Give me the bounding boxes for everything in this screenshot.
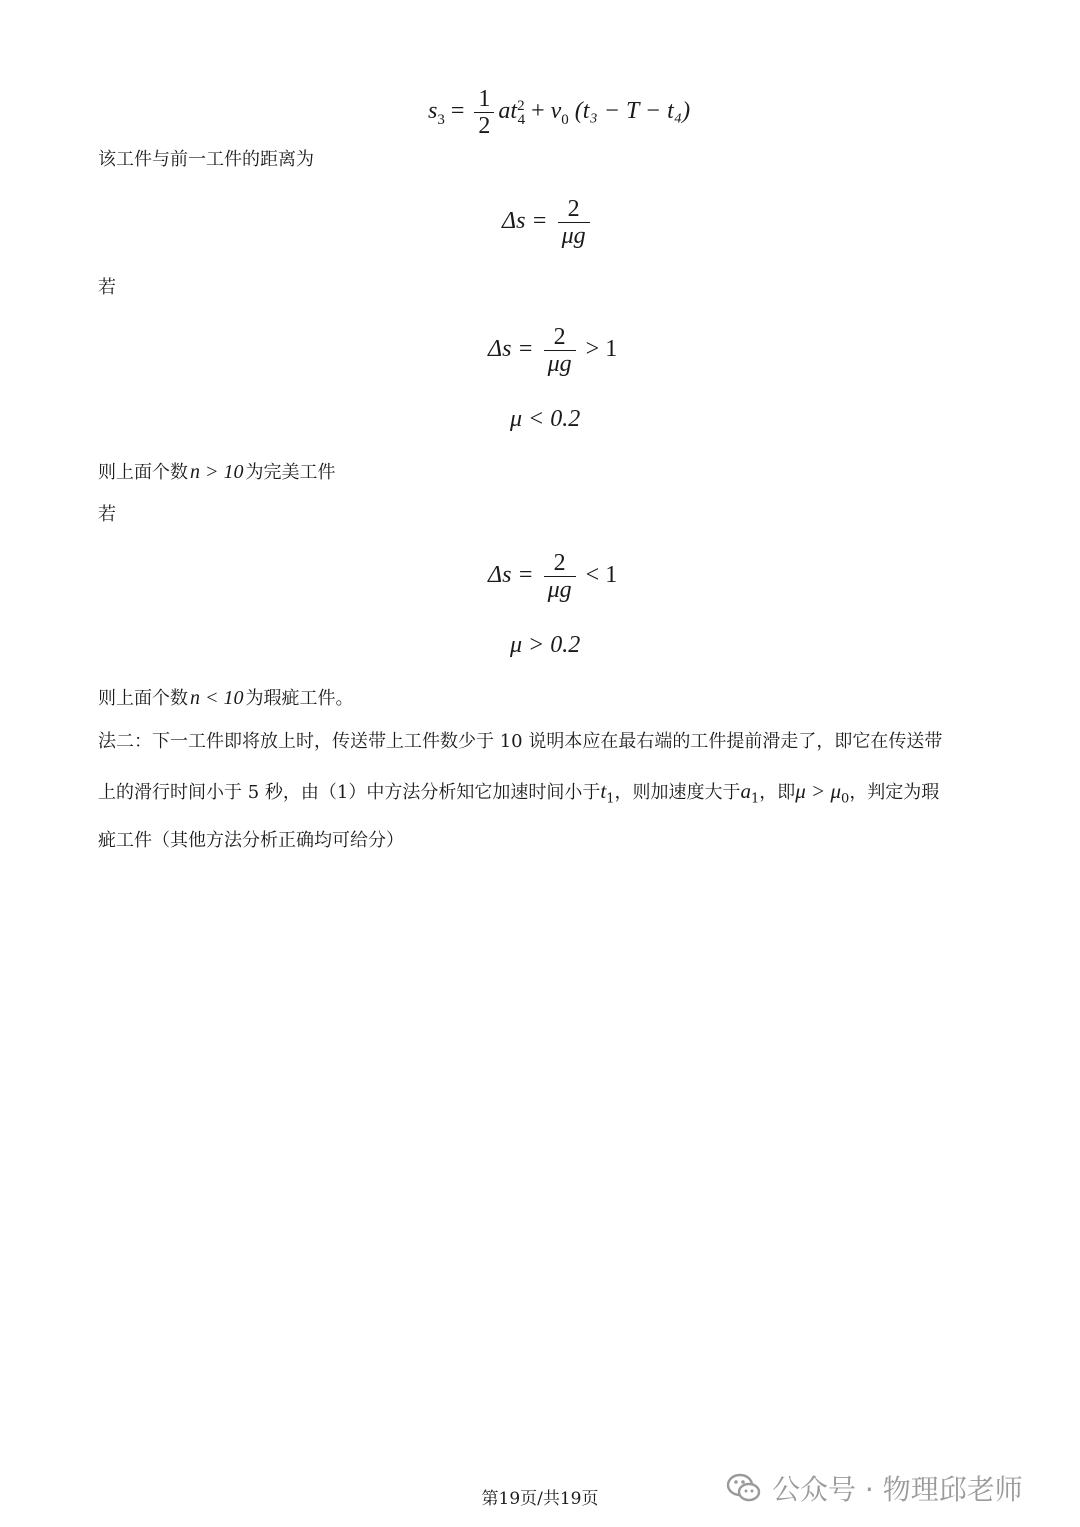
watermark-text: 公众号 · 物理邱老师 [772, 1473, 1023, 1506]
paragraph-method2-line1: 法二：下一工件即将放上时，传送带上工件数少于 10 说明本应在最右端的工件提前滑走了，即它在传送带 [98, 731, 943, 752]
equation-delta-s [502, 196, 594, 249]
eq1-den: 2 [474, 112, 494, 139]
paragraph-flawed [98, 686, 354, 711]
eq1-v-sub: 0 [561, 111, 569, 128]
m2-text-b: ，则加速度大于 [614, 782, 741, 803]
eq1-paren: (t₃ − T − t₄) [574, 98, 691, 125]
page-number: 第19页/共19页 [481, 1489, 599, 1509]
eq3-den: μg [544, 350, 576, 377]
p3-math: n < 10 [190, 687, 244, 709]
m2-t1: t [600, 779, 607, 803]
equation-delta-s-lt [488, 550, 617, 603]
m2-text-a: 上的滑行时间小于 5 秒，由（1）中方法分析知它加速时间小于 [98, 782, 601, 803]
eq5-fraction [544, 550, 576, 603]
eq1-t: t [510, 98, 518, 125]
paragraph-distance: 该工件与前一工件的距离为 [98, 149, 314, 170]
eq1-lhs-sub: 3 [437, 111, 445, 128]
paragraph-ruo-1: 若 [98, 277, 116, 298]
eq5-lhs: Δs = [488, 562, 534, 589]
equation-mu-gt: μ > 0.2 [510, 632, 581, 658]
p2-math: n > 10 [190, 461, 244, 483]
eq2-lhs: Δs = [502, 208, 548, 235]
m2-mu: μ > μ [795, 779, 842, 803]
eq1-num: 1 [478, 86, 491, 112]
eq5-num: 2 [553, 550, 566, 576]
m2-mu-sub: 0 [841, 791, 850, 807]
paragraph-method2-line3: 疵工件（其他方法分析正确均可给分） [98, 830, 404, 851]
paragraph-method2-line2 [98, 779, 939, 812]
eq1-v: v [550, 98, 562, 125]
eq2-num: 2 [567, 196, 580, 222]
p3-post: 为瑕疵工件。 [245, 688, 354, 709]
eq1-lhs: s [428, 98, 438, 125]
eq1-fraction [474, 86, 494, 139]
wechat-icon [726, 1472, 762, 1504]
paragraph-ruo-2: 若 [98, 504, 116, 525]
m2-a1-sub: 1 [750, 791, 760, 807]
paragraph-perfect [98, 460, 336, 485]
equation-delta-s-gt [488, 324, 617, 377]
eq1-t-sub: 4 [517, 111, 526, 128]
eq1-a: a [498, 98, 511, 125]
eq2-fraction [558, 196, 590, 249]
p3-pre: 则上面个数 [98, 688, 188, 709]
m2-text-d: ，判定为瑕 [849, 782, 940, 803]
equation-s3: $s_3$ = $\frac{1}{2}$ $at^2_4 + v_0$ (t₃ − T − t₄) [428, 86, 691, 139]
eq5-den: μg [544, 576, 576, 603]
eq5-rhs: < 1 [585, 562, 618, 589]
m2-t1-sub: 1 [606, 791, 615, 807]
eq2-den: μg [558, 222, 590, 249]
m2-text-c: ，即 [759, 782, 796, 803]
eq3-lhs: Δs = [488, 336, 534, 363]
eq1-t-sup: 2 [517, 98, 525, 115]
eq3-rhs: > 1 [585, 336, 618, 363]
p2-pre: 则上面个数 [98, 462, 188, 483]
eq3-num: 2 [553, 324, 566, 350]
p2-post: 为完美工件 [245, 462, 336, 483]
watermark [726, 1465, 1023, 1511]
m2-a1: a [740, 779, 751, 803]
equation-mu-lt: μ < 0.2 [510, 406, 581, 432]
eq3-fraction [544, 324, 576, 377]
